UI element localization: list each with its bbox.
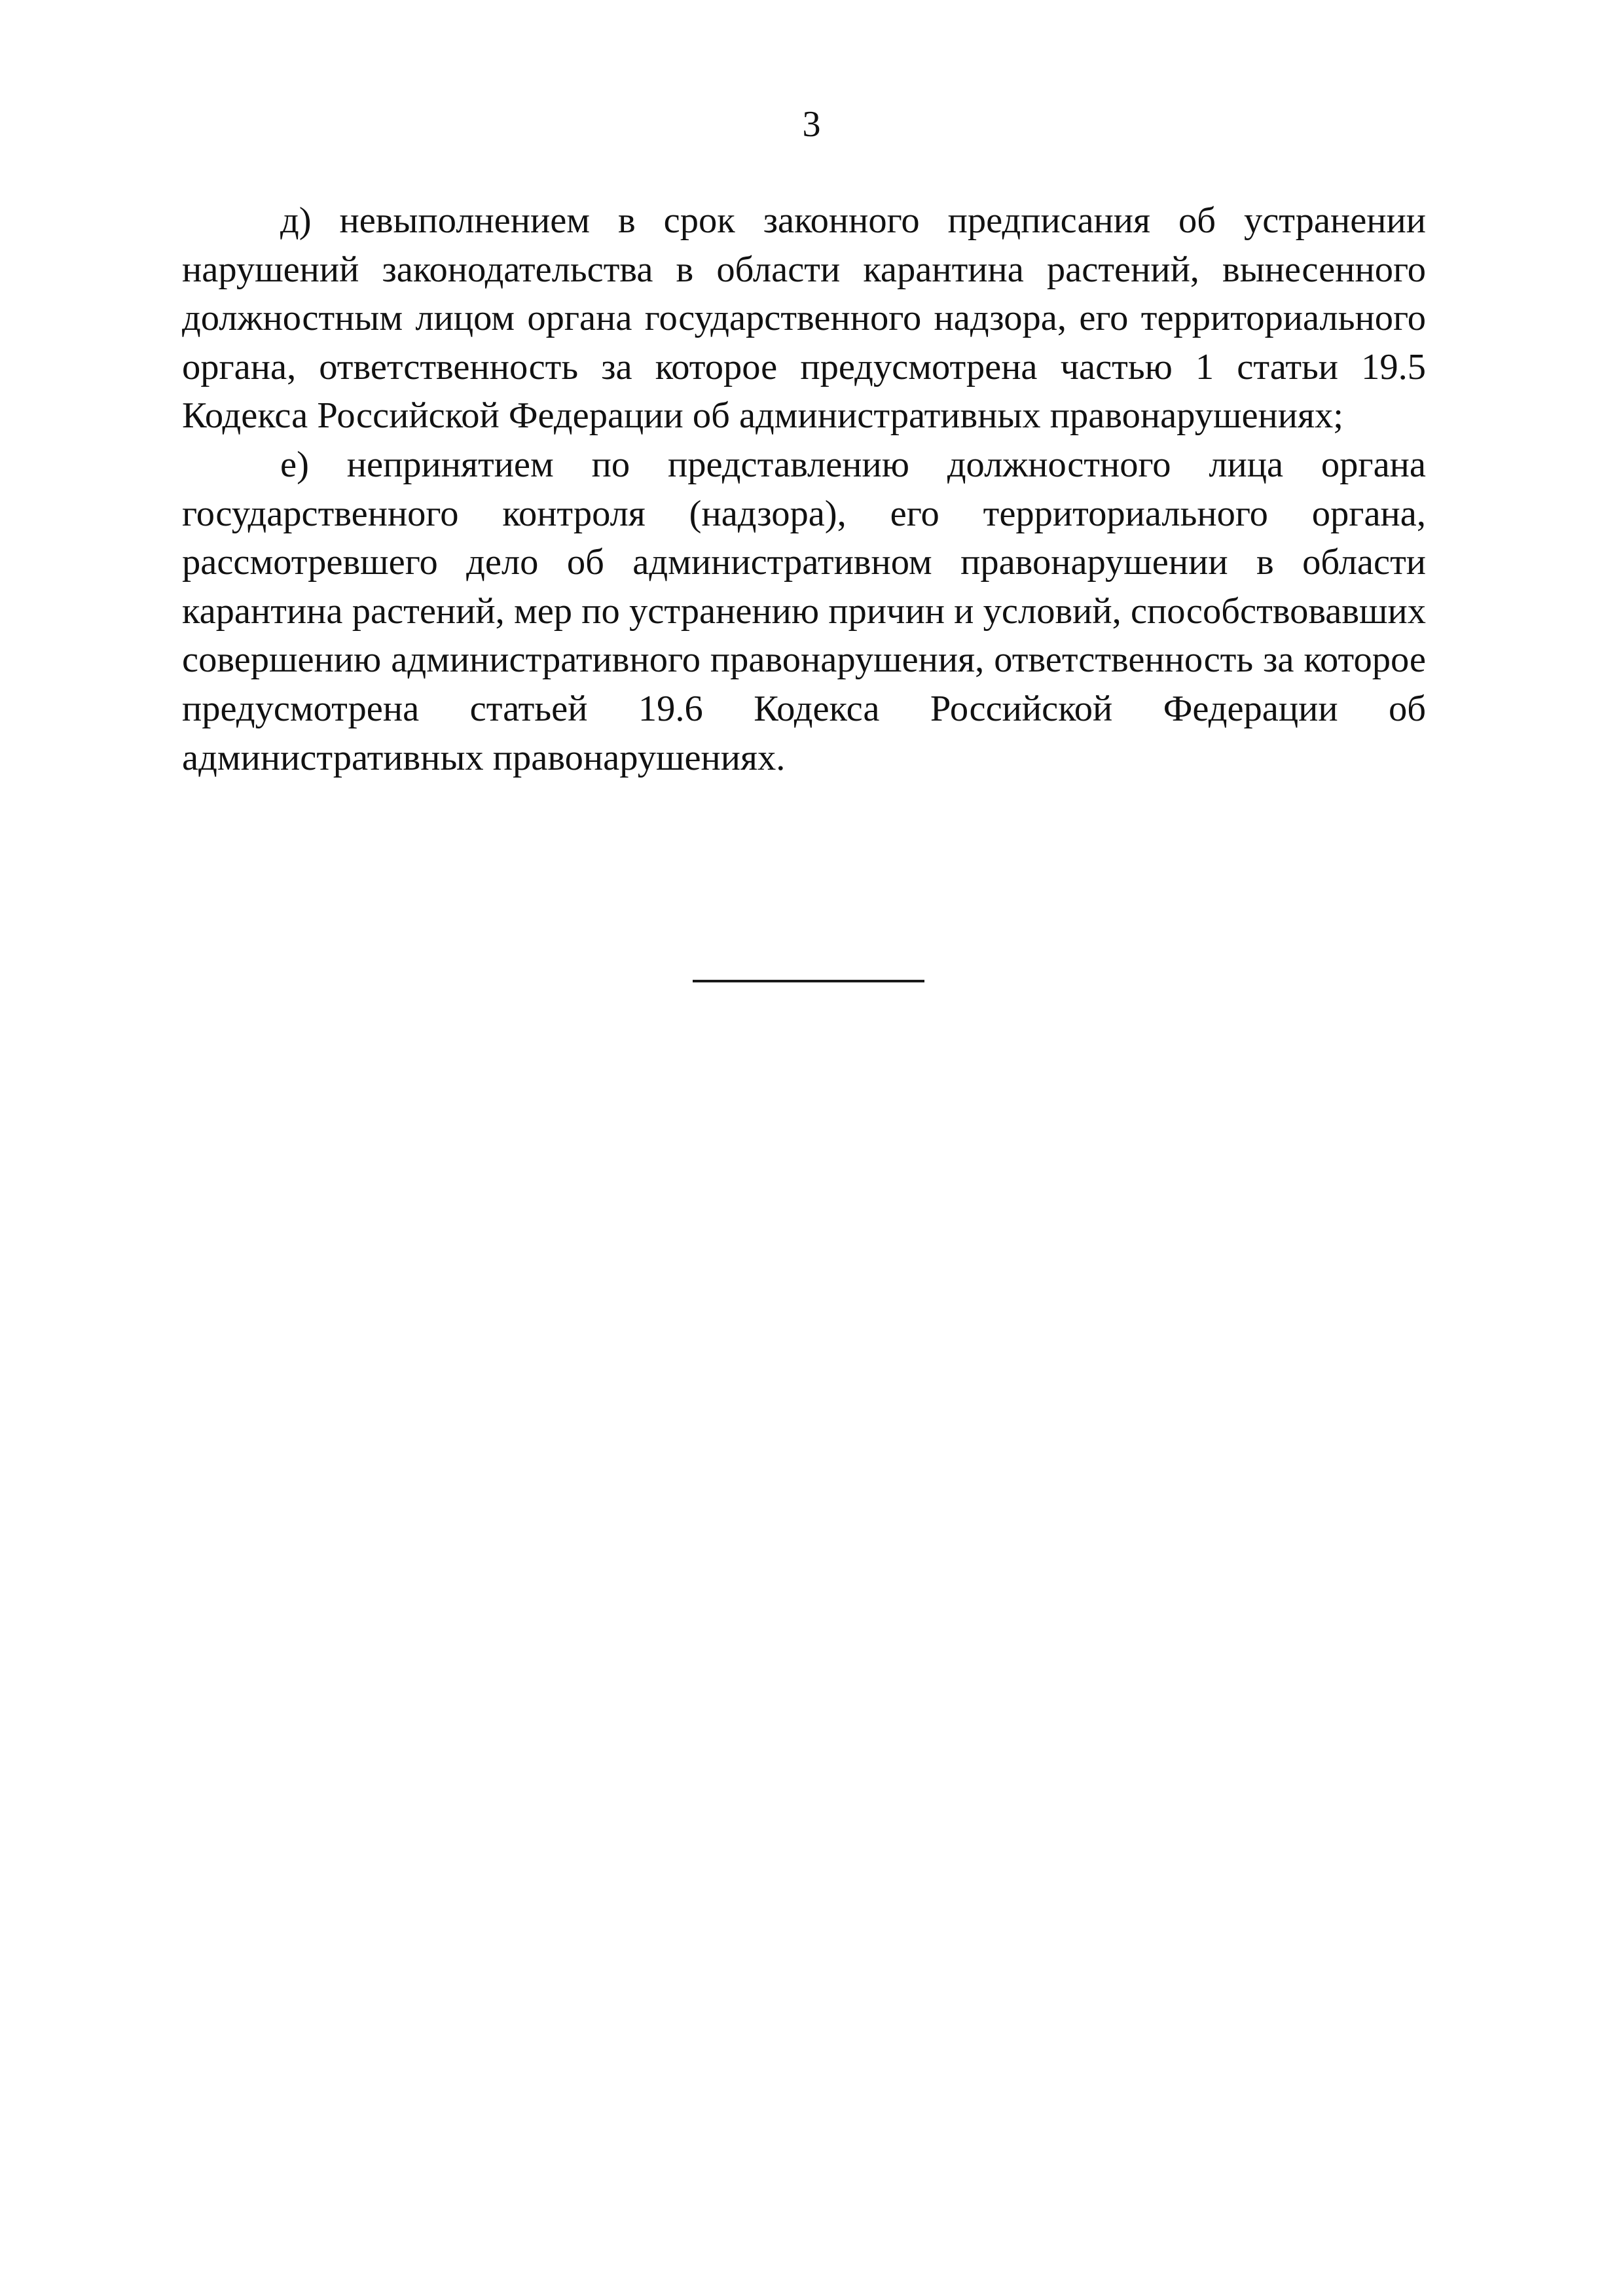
document-body (182, 196, 1426, 782)
end-separator-line (693, 980, 924, 982)
paragraph-e: е) непринятием по представлению должностного лица органа государственного контроля (надзора), его территориального органа, рассмотревшего дело об административном правонарушении в области карантина растений, мер по устранению причин и условий, способствовавших совершению административного правонарушения, ответственность за которое предусмотрена статьей 19.6 Кодекса Российской Федерации об административных правонарушениях. (182, 444, 1426, 778)
paragraph-d: д) невыполнением в срок законного предписания об устранении нарушений законодательства в области карантина растений, вынесенного должностным лицом органа государственного надзора, его территориального органа, ответственность за которое предусмотрена частью 1 статьи 19.5 Кодекса Российской Федерации об административных правонарушениях; (182, 200, 1426, 437)
page-number: 3 (802, 104, 821, 145)
